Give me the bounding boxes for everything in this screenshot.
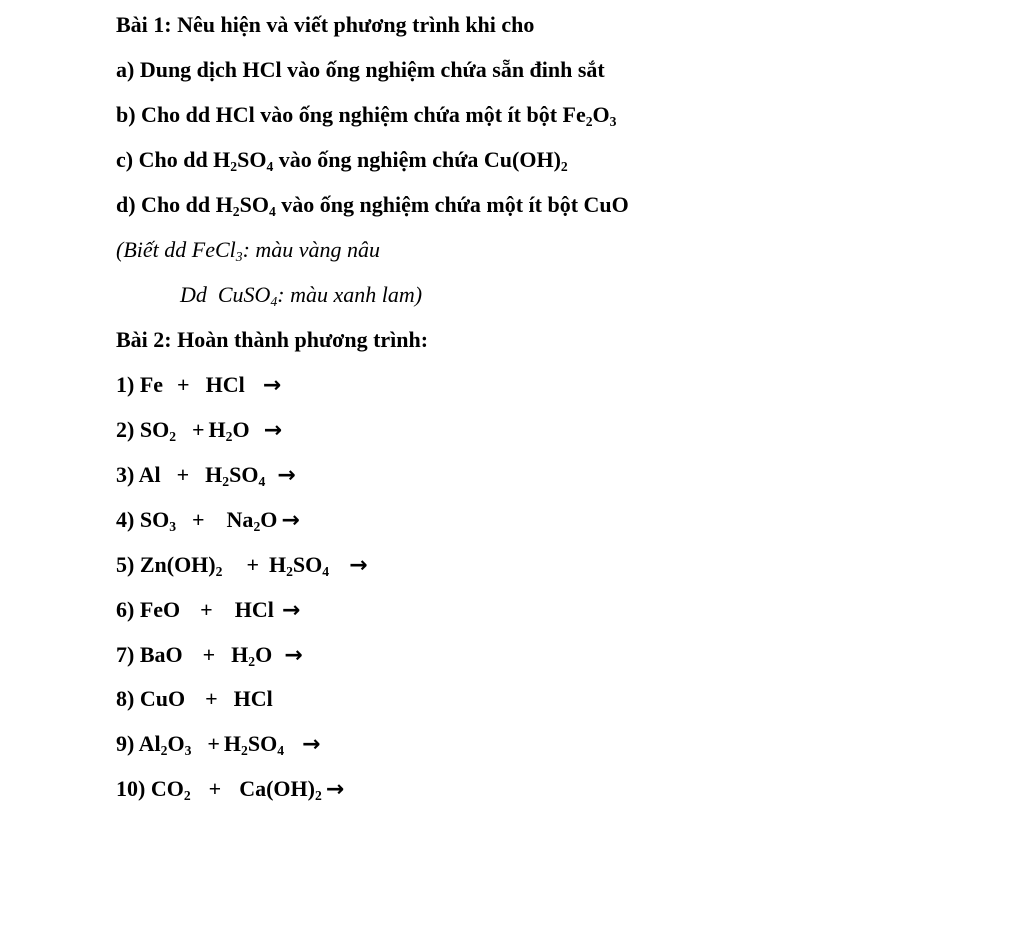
arrow-icon: → <box>284 643 303 668</box>
plus-sign: + <box>202 642 216 667</box>
eq-number: 1) <box>116 372 140 397</box>
eq-number: 2) <box>116 417 140 442</box>
reactant-b: H <box>223 731 242 756</box>
reactant-a: Al <box>138 462 161 487</box>
reactant-b: HCl <box>233 686 273 711</box>
note2-sub: 4 <box>270 293 278 309</box>
equation-4 <box>116 505 300 535</box>
arrow-icon: → <box>262 373 282 398</box>
arrow-icon: → <box>349 553 368 578</box>
plus-sign: + <box>176 462 190 487</box>
eq-number: 3) <box>116 462 139 487</box>
reactant-b2: SO <box>292 552 323 577</box>
reactant-a2: O <box>167 731 185 756</box>
plus-sign: + <box>177 372 190 397</box>
bai1-title: Bài 1: Nêu hiện và viết phương trình khi cho <box>116 12 535 37</box>
reactant-a: BaO <box>139 642 183 667</box>
reactant-b2: SO <box>229 462 259 487</box>
reactant-a: CO <box>150 776 184 801</box>
reactant-a-sub: 2 <box>215 563 223 579</box>
item-b-o-sub: 3 <box>609 113 617 129</box>
reactant-a: Fe <box>139 372 164 397</box>
equation-9 <box>116 729 320 759</box>
arrow-icon: → <box>281 508 300 533</box>
reactant-b2-sub: 4 <box>258 473 266 489</box>
item-c-rest: vào ống nghiệm chứa Cu(OH) <box>273 147 561 172</box>
equation-1 <box>116 370 281 400</box>
plus-sign: + <box>192 417 205 442</box>
item-c-oh-sub: 2 <box>560 158 568 174</box>
reactant-b2: O <box>232 417 250 442</box>
item-d-h-sub: 2 <box>232 203 240 219</box>
reactant-b: HCl <box>234 597 274 622</box>
eq-number: 10) <box>116 776 151 801</box>
item-c-so-sub: 4 <box>266 158 274 174</box>
reactant-a: Al <box>138 731 161 756</box>
bai1-note-cuso4 <box>180 280 422 310</box>
reactant-b2: O <box>260 507 278 532</box>
arrow-icon: → <box>281 598 301 623</box>
item-b-text: b) Cho dd HCl vào ống nghiệm chứa một ít bột Fe <box>116 102 586 127</box>
bai1-item-d <box>116 190 629 220</box>
reactant-b-sub: 2 <box>248 653 256 669</box>
plus-sign: + <box>208 776 222 801</box>
reactant-b-sub: 2 <box>314 787 322 803</box>
arrow-icon: → <box>263 418 283 443</box>
reactant-b2: O <box>255 642 273 667</box>
reactant-a: FeO <box>139 597 181 622</box>
reactant-b-sub: 2 <box>253 518 261 534</box>
reactant-a: SO <box>139 417 170 442</box>
reactant-b2-sub: 4 <box>322 563 330 579</box>
item-d-text: d) Cho dd H <box>116 192 233 217</box>
reactant-b-sub: 2 <box>286 563 293 579</box>
reactant-a: CuO <box>139 686 186 711</box>
bai1-item-a: a) Dung dịch HCl vào ống nghiệm chứa sẵn đinh sắt <box>116 57 605 82</box>
reactant-b-sub: 2 <box>241 742 248 758</box>
reactant-b: H <box>231 642 249 667</box>
bai1-item-b <box>116 100 616 130</box>
reactant-b: HCl <box>205 372 245 397</box>
equation-8 <box>116 684 273 714</box>
item-b-o: O <box>592 102 610 127</box>
note1-rest: : màu vàng nâu <box>242 237 381 262</box>
note1-text: (Biết dd FeCl <box>116 237 236 262</box>
equation-2 <box>116 415 282 445</box>
reactant-b: Ca(OH) <box>239 776 315 801</box>
plus-sign: + <box>205 686 218 711</box>
plus-sign: + <box>207 731 220 756</box>
item-d-so: SO <box>239 192 269 217</box>
item-c-text: c) Cho dd H <box>116 147 231 172</box>
note2-text: Dd CuSO <box>180 282 271 307</box>
equation-7 <box>116 640 303 670</box>
reactant-a-sub: 2 <box>169 428 176 444</box>
reactant-b2: SO <box>247 731 278 756</box>
reactant-a: SO <box>139 507 170 532</box>
arrow-icon: → <box>302 732 321 757</box>
item-d-rest: vào ống nghiệm chứa một ít bột CuO <box>275 192 629 217</box>
reactant-b: H <box>208 417 226 442</box>
note1-sub: 3 <box>235 248 243 264</box>
reactant-b-sub: 2 <box>222 473 230 489</box>
note2-rest: : màu xanh lam) <box>277 282 423 307</box>
bai1-note-fecl3 <box>116 235 380 265</box>
reactant-a-sub: 2 <box>183 787 191 803</box>
reactant-b: H <box>205 462 223 487</box>
bai1-item-c <box>116 145 568 175</box>
equation-10 <box>116 774 344 804</box>
reactant-a-sub: 2 <box>160 742 168 758</box>
arrow-icon: → <box>277 463 296 488</box>
eq-number: 7) <box>116 642 140 667</box>
plus-sign: + <box>192 507 205 532</box>
item-c-h-sub: 2 <box>230 158 238 174</box>
eq-number: 6) <box>116 597 140 622</box>
reactant-a: Zn(OH) <box>139 552 216 577</box>
reactant-b2-sub: 4 <box>277 742 285 758</box>
item-c-so: SO <box>237 147 267 172</box>
equation-6 <box>116 595 300 625</box>
plus-sign: + <box>246 552 259 577</box>
eq-number: 5) <box>116 552 140 577</box>
reactant-b: Na <box>226 507 254 532</box>
eq-number: 4) <box>116 507 140 532</box>
item-d-so-sub: 4 <box>268 203 276 219</box>
bai2-title: Bài 2: Hoàn thành phương trình: <box>116 327 429 352</box>
reactant-b-sub: 2 <box>225 428 233 444</box>
eq-number: 9) <box>116 731 139 756</box>
plus-sign: + <box>200 597 213 622</box>
item-b-fe-sub: 2 <box>585 113 593 129</box>
equation-5 <box>116 550 368 580</box>
arrow-icon: → <box>325 777 345 802</box>
reactant-a2-sub: 3 <box>184 742 192 758</box>
reactant-b: H <box>268 552 287 577</box>
eq-number: 8) <box>116 686 140 711</box>
equation-3 <box>116 460 296 490</box>
reactant-a-sub: 3 <box>169 518 176 534</box>
